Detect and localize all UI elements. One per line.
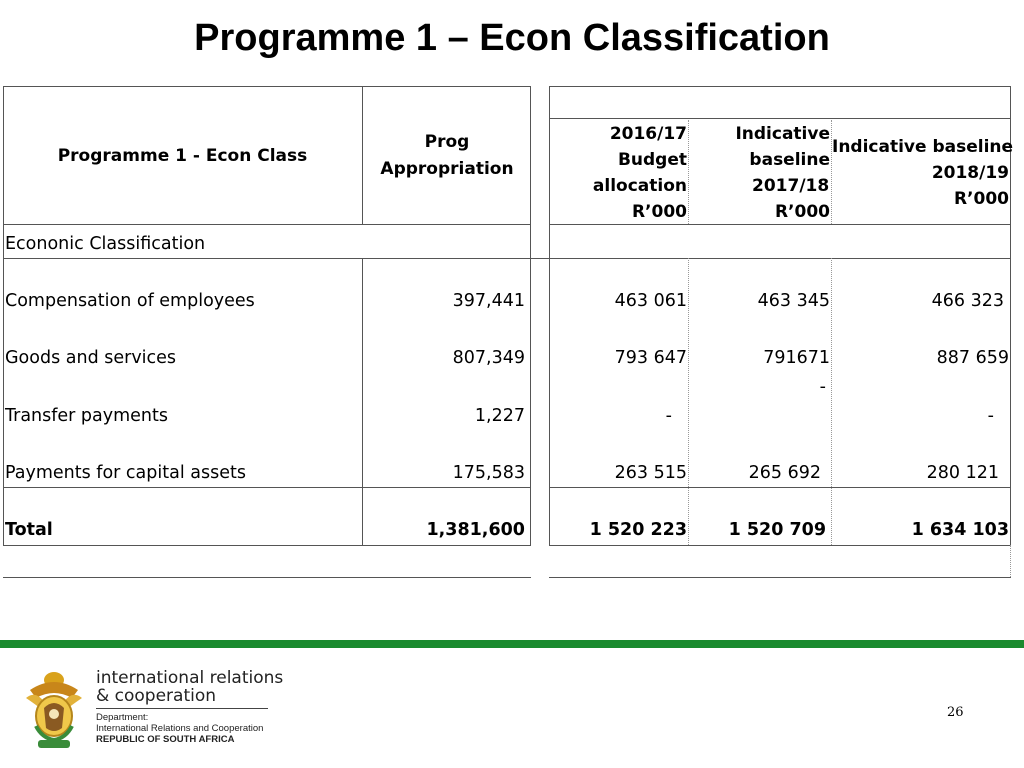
- row-prog-value: 397,441: [452, 291, 525, 311]
- org-name-line1: international relations: [96, 668, 284, 688]
- cell-2017: 791671: [763, 348, 830, 368]
- header-baseline-2017-line4: R’000: [774, 202, 830, 222]
- header-budget-2016-line4: R’000: [631, 202, 687, 222]
- header-econ-class: Programme 1 - Econ Class: [57, 146, 308, 166]
- slide-title: Programme 1 – Econ Classification: [194, 17, 830, 59]
- header-baseline-2018-line1: Indicative baseline: [832, 137, 1014, 157]
- total-2018: 1 634 103: [911, 520, 1009, 540]
- row-prog-value: 175,583: [452, 463, 525, 483]
- total-2016: 1 520 223: [589, 520, 687, 540]
- section-label: Econonic Classification: [5, 234, 206, 254]
- cell-2016: -: [665, 406, 672, 426]
- cell-2016: 263 515: [614, 463, 687, 483]
- row-label: Goods and services: [5, 348, 177, 368]
- col-divider: [1010, 545, 1011, 577]
- row-prog-value: 807,349: [452, 348, 525, 368]
- total-2017: 1 520 709: [728, 520, 826, 540]
- org-divider: [96, 708, 268, 709]
- right-table-top-band: [549, 86, 1011, 119]
- row-prog-value: 1,227: [474, 406, 525, 426]
- header-baseline-2017-line1: Indicative: [735, 124, 830, 144]
- cell-2016: 793 647: [614, 348, 687, 368]
- header-baseline-2018-line2: 2018/19: [931, 163, 1009, 183]
- right-total-top-rule: [549, 487, 1011, 488]
- coat-of-arms-icon: [22, 668, 86, 752]
- total-label: Total: [5, 520, 53, 540]
- right-total-bottom-rule: [549, 545, 1011, 546]
- cell-2018: 466 323: [931, 291, 1004, 311]
- dept-name: International Relations and Cooperation: [96, 723, 264, 734]
- header-budget-2016-line3: allocation: [592, 176, 687, 196]
- row-label: Payments for capital assets: [5, 463, 246, 483]
- footer-green-bar: [0, 640, 1024, 648]
- header-rule: [3, 224, 531, 225]
- left-footer-rule: [3, 577, 531, 578]
- cell-2017: -: [819, 377, 826, 397]
- org-name: [96, 669, 283, 705]
- header-baseline-2017-line2: baseline: [749, 150, 830, 170]
- total-bottom-rule: [3, 545, 531, 546]
- total-prog-value: 1,381,600: [426, 520, 525, 540]
- right-footer-rule: [549, 577, 1011, 578]
- header-budget-2016-line2: Budget: [617, 150, 687, 170]
- cell-2018: 887 659: [936, 348, 1009, 368]
- org-name-line2: & cooperation: [96, 686, 217, 706]
- cell-2018: -: [987, 406, 994, 426]
- left-col-divider-header: [362, 86, 363, 224]
- dept-label: Department:: [96, 712, 149, 723]
- row-label: Transfer payments: [5, 406, 169, 426]
- total-top-rule: [3, 487, 531, 488]
- cell-2016: 463 061: [614, 291, 687, 311]
- page-number: 26: [947, 705, 964, 720]
- cell-2017: 463 345: [757, 291, 830, 311]
- header-prog-line2: Appropriation: [380, 159, 514, 179]
- header-baseline-2018-line3: R’000: [953, 189, 1009, 209]
- country-name: REPUBLIC OF SOUTH AFRICA: [96, 734, 235, 745]
- header-prog-line1: Prog: [424, 132, 470, 152]
- row-label: Compensation of employees: [5, 291, 255, 311]
- header-budget-2016-line1: 2016/17: [609, 124, 687, 144]
- cell-2017: 265 692: [748, 463, 821, 483]
- cell-2018: 280 121: [926, 463, 999, 483]
- header-baseline-2017-line3: 2017/18: [752, 176, 830, 196]
